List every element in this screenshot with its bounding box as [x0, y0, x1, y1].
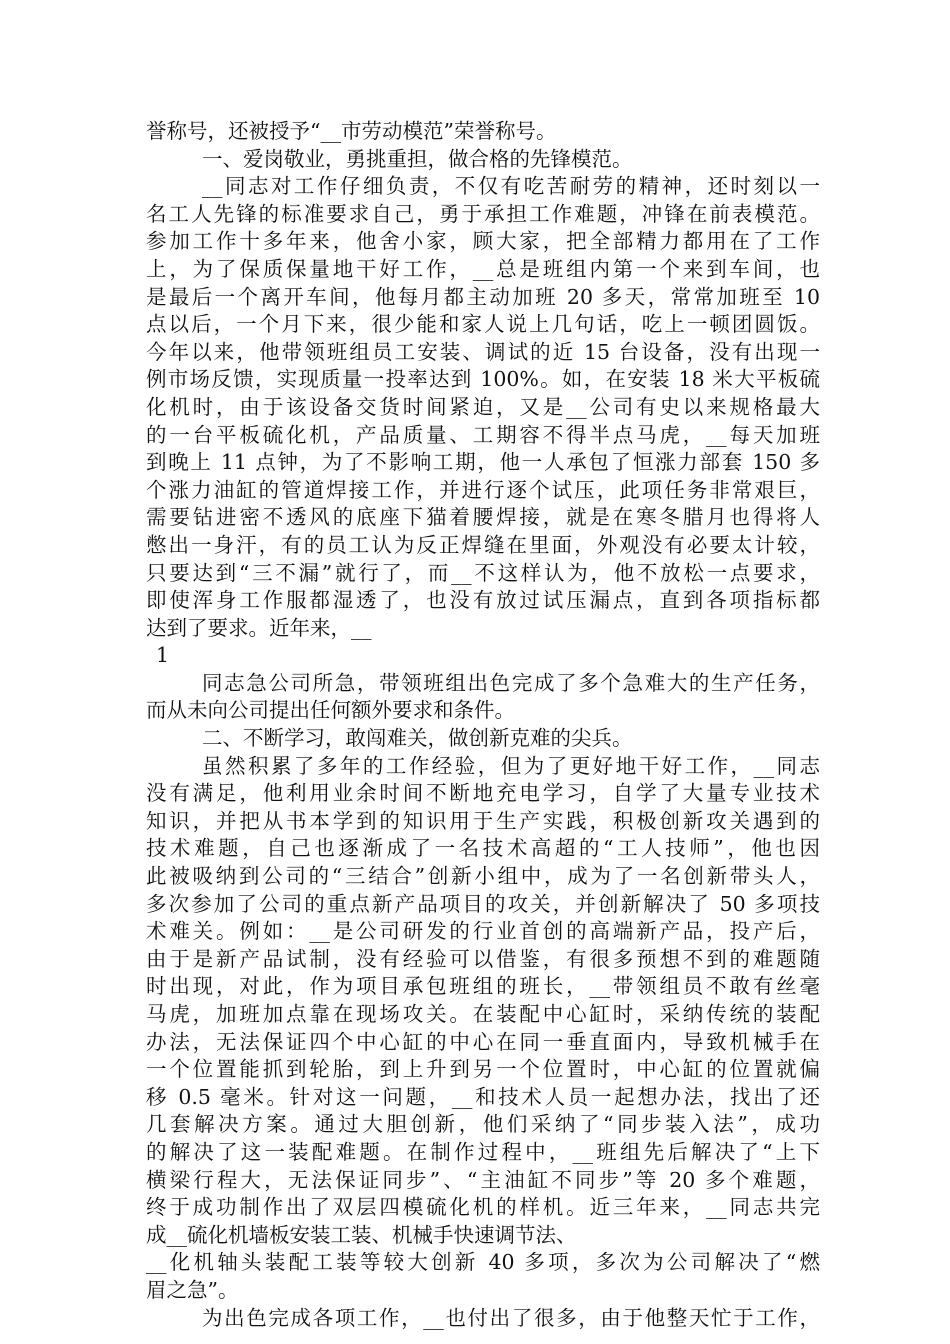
section-heading: 一、爱岗敬业，勇挑重担，做合格的先锋模范。 — [202, 146, 633, 171]
text-line: 是最后一个离开车间，他每月都主动加班 20 多天，常常加班至 10 — [146, 284, 820, 309]
text-line: 横梁行程大，无法保证同步”、“主油缸不同步”等 20 多个难题， — [146, 1167, 820, 1192]
text-line: 知识，并把从书本学到的知识用于生产实践，积极创新攻关遇到的 — [146, 808, 820, 833]
text-line: 例市场反馈，实现质量一投率达到 100%。如，在安装 18 米大平板硫 — [146, 367, 820, 392]
text-line: 上，为了保质保量地干好工作，__总是班组内第一个来到车间，也 — [146, 256, 820, 281]
page-number: 1 — [156, 643, 170, 668]
text-line: 即使浑身工作服都湿透了，也没有放过试压漏点，直到各项指标都 — [146, 588, 820, 613]
text-line: 达到了要求。近年来，__ — [146, 615, 372, 640]
text-line: 马虎，加班加点靠在现场攻关。在装配中心缸时，采纳传统的装配 — [146, 1002, 820, 1026]
text-line: 憋出一身汗，有的员工认为反正焊缝在里面，外观没有必要太计较， — [146, 532, 820, 557]
text-line: 术难关。例如：__是公司研发的行业首创的高端新产品，投产后， — [146, 919, 820, 944]
text-line: 一个位置能抓到轮胎，到上升到另一个位置时，中心缸的位置就偏 — [146, 1057, 820, 1082]
text-line: 技术难题，自己也逐渐成了一名技术高超的“工人技师”，他也因 — [146, 836, 820, 861]
text-line: 成__硫化机墙板安装工装、机械手快速调节法、 — [146, 1222, 577, 1247]
text-line: __同志对工作仔细负责，不仅有吃苦耐劳的精神，还时刻以一 — [202, 174, 820, 199]
text-line: 化机时，由于该设备交货时间紧迫，又是__公司有史以来规格最大 — [146, 394, 820, 419]
text-line: 只要达到“三不漏”就行了，而__不这样认为，他不放松一点要求， — [146, 560, 820, 585]
text-line: 由于是新产品试制，没有经验可以借鉴，有很多预想不到的难题随 — [146, 946, 820, 971]
text-line: 的解决了这一装配难题。在制作过程中，__班组先后解决了“上下 — [146, 1139, 820, 1164]
text-line: 移 0.5 毫米。针对这一问题，__和技术人员一起想办法，找出了还 — [146, 1084, 820, 1109]
text-line: 眉之急”。 — [146, 1277, 239, 1302]
text-line: 为出色完成各项工作，__也付出了很多，由于他整天忙于工作， — [202, 1305, 820, 1330]
text-line: 的一台平板硫化机，产品质量、工期容不得半点马虎，__每天加班 — [146, 422, 820, 447]
text-line: __化机轴头装配工装等较大创新 40 多项，多次为公司解决了“燃 — [146, 1250, 820, 1275]
text-line: 参加工作十多年来，他舍小家，顾大家，把全部精力都用在了工作 — [146, 229, 820, 254]
text-line: 点以后，一个月下来，很少能和家人说上几句话，吃上一顿团圆饭。 — [146, 312, 820, 337]
text-line: 今年以来，他带领班组员工安装、调试的近 15 台设备，没有出现一 — [146, 339, 820, 364]
text-line: 需要钻进密不透风的底座下猫着腰焊接，就是在寒冬腊月也得将人 — [146, 505, 820, 530]
text-line: 到晚上 11 点钟，为了不影响工期，他一人承包了恒涨力部套 150 多 — [146, 450, 820, 475]
text-line: 多次参加了公司的重点新产品项目的攻关，并创新解决了 50 多项技 — [146, 891, 820, 916]
text-line: 时出现，对此，作为项目承包班组的班长，__带领组员不敢有丝毫 — [146, 974, 820, 999]
text-line: 誉称号，还被授予“__市劳动模范”荣誉称号。 — [146, 119, 557, 143]
text-line: 终于成功制作出了双层四模硫化机的样机。近三年来，__同志共完 — [146, 1195, 820, 1220]
text-line: 没有满足，他利用业余时间不断地充电学习，自学了大量专业技术 — [146, 781, 820, 806]
text-line: 此被吸纳到公司的“三结合”创新小组中，成为了一名创新带头人， — [146, 864, 820, 889]
text-line: 办法，无法保证四个中心缸的中心在同一垂直面内，导致机械手在 — [146, 1029, 820, 1054]
text-line: 个涨力油缸的管道焊接工作，并进行逐个试压，此项任务非常艰巨， — [146, 477, 820, 502]
text-line: 同志急公司所急，带领班组出色完成了多个急难大的生产任务， — [202, 670, 820, 695]
document-page — [146, 118, 820, 1332]
text-line: 几套解决方案。通过大胆创新，他们采纳了“同步装入法”，成功 — [146, 1112, 820, 1137]
section-heading: 二、不断学习，敢闯难关，做创新克难的尖兵。 — [202, 726, 633, 751]
text-line: 虽然积累了多年的工作经验，但为了更好地干好工作，__同志 — [202, 753, 820, 778]
text-line: 而从未向公司提出任何额外要求和条件。 — [146, 698, 515, 723]
text-line: 名工人先锋的标准要求自己，勇于承担工作难题，冲锋在前表模范。 — [146, 201, 820, 226]
